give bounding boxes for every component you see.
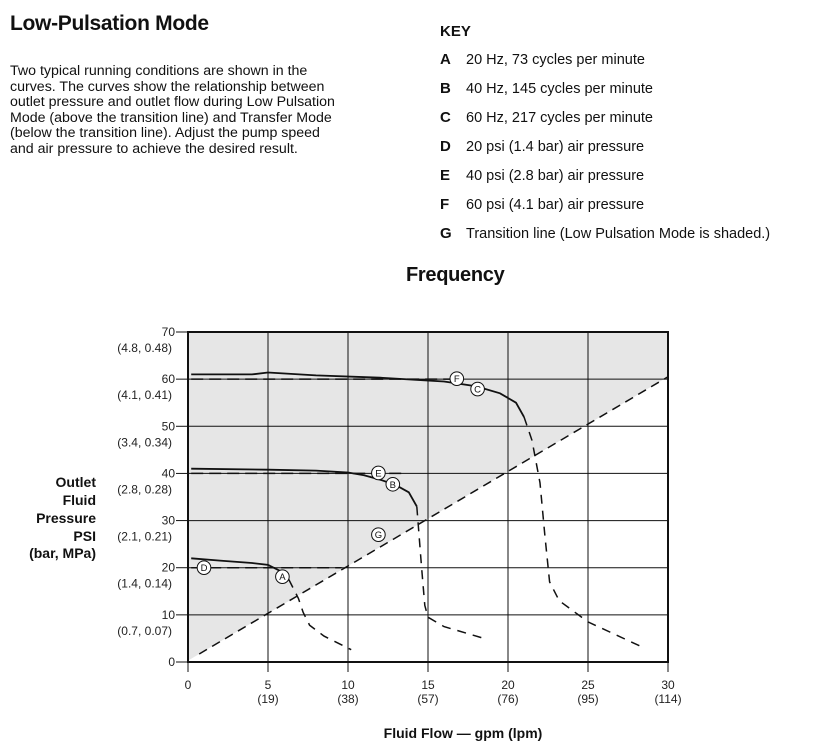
y-axis-title-line: PSI [73,528,96,544]
key-text: 20 psi (1.4 bar) air pressure [466,139,645,155]
x-tick-sublabel: (95) [577,692,599,706]
y-tick-sublabel: (4.1, 0.41) [117,388,172,403]
key-letter: C [440,109,451,126]
y-tick-sublabel: (1.4, 0.14) [117,576,172,591]
x-tick-sublabel: (76) [497,692,519,706]
key-letter: B [440,80,451,97]
key-letter: E [440,167,451,184]
key-text: 60 psi (4.1 bar) air pressure [466,197,645,213]
key-letter: A [440,51,451,68]
key-title: KEY [440,23,471,40]
chart-title: Frequency [406,264,505,286]
y-tick-sublabel: (2.1, 0.21) [117,529,172,544]
series-b-dashed [417,506,484,638]
y-tick-sublabel: (0.7, 0.07) [117,623,172,638]
y-tick-label: 20 [161,560,175,575]
x-axis-title: Fluid Flow — gpm (lpm) [383,725,543,741]
key-letter: F [440,196,450,213]
y-tick-sublabel: (3.4, 0.34) [117,435,172,450]
point-label-c: C [474,384,482,396]
y-tick-label: 60 [161,372,175,387]
intro-paragraph: Two typical running conditions are shown in the curves. The curves show the relationship between outlet pressure and outlet flow during Low Pulsation Mode (above the transition line) and Transfer Mode (below the transition line). Adjust the pump speed and air pressure to achieve the desired result. [10,63,335,157]
point-label-b: B [389,479,396,491]
point-label-d: D [200,563,208,575]
key-letter: D [440,138,451,155]
key-text: 60 Hz, 217 cycles per minute [466,110,653,126]
point-label-f: F [453,374,460,386]
key-letter: G [440,225,452,242]
key-text: 20 Hz, 73 cycles per minute [466,52,645,68]
x-tick-label: 15 [421,678,435,692]
y-axis-title-line: Outlet [55,474,96,490]
y-axis-title-line: Pressure [36,510,96,526]
x-tick-sublabel: (57) [417,692,439,706]
x-tick-label: 30 [661,678,675,692]
y-tick-label: 50 [161,419,175,434]
x-tick-label: 20 [501,678,515,692]
x-tick-label: 5 [264,678,272,692]
x-tick-label: 0 [184,678,192,692]
point-label-g: G [374,530,383,542]
key-text: 40 psi (2.8 bar) air pressure [466,168,645,184]
y-tick-label: 0 [168,655,175,669]
y-tick-label: 40 [161,466,175,481]
key-text: 40 Hz, 145 cycles per minute [466,81,653,97]
key-text: Transition line (Low Pulsation Mode is shaded.) [466,226,771,242]
x-tick-label: 10 [341,678,355,692]
x-tick-sublabel: (38) [337,692,359,706]
y-tick-sublabel: (4.8, 0.48) [117,341,172,355]
x-tick-sublabel: (114) [654,692,682,706]
page-title: Low-Pulsation Mode [10,12,209,35]
point-label-a: A [279,572,286,584]
x-tick-sublabel: (19) [257,692,279,706]
y-axis-title-line: (bar, MPa) [29,545,96,561]
x-tick-label: 25 [581,678,595,692]
y-tick-label: 30 [161,513,175,528]
y-axis-title-line: Fluid [62,492,96,508]
y-tick-label: 70 [161,325,175,339]
point-label-e: E [375,468,382,480]
y-tick-label: 10 [161,607,175,622]
y-tick-sublabel: (2.8, 0.28) [117,482,172,497]
